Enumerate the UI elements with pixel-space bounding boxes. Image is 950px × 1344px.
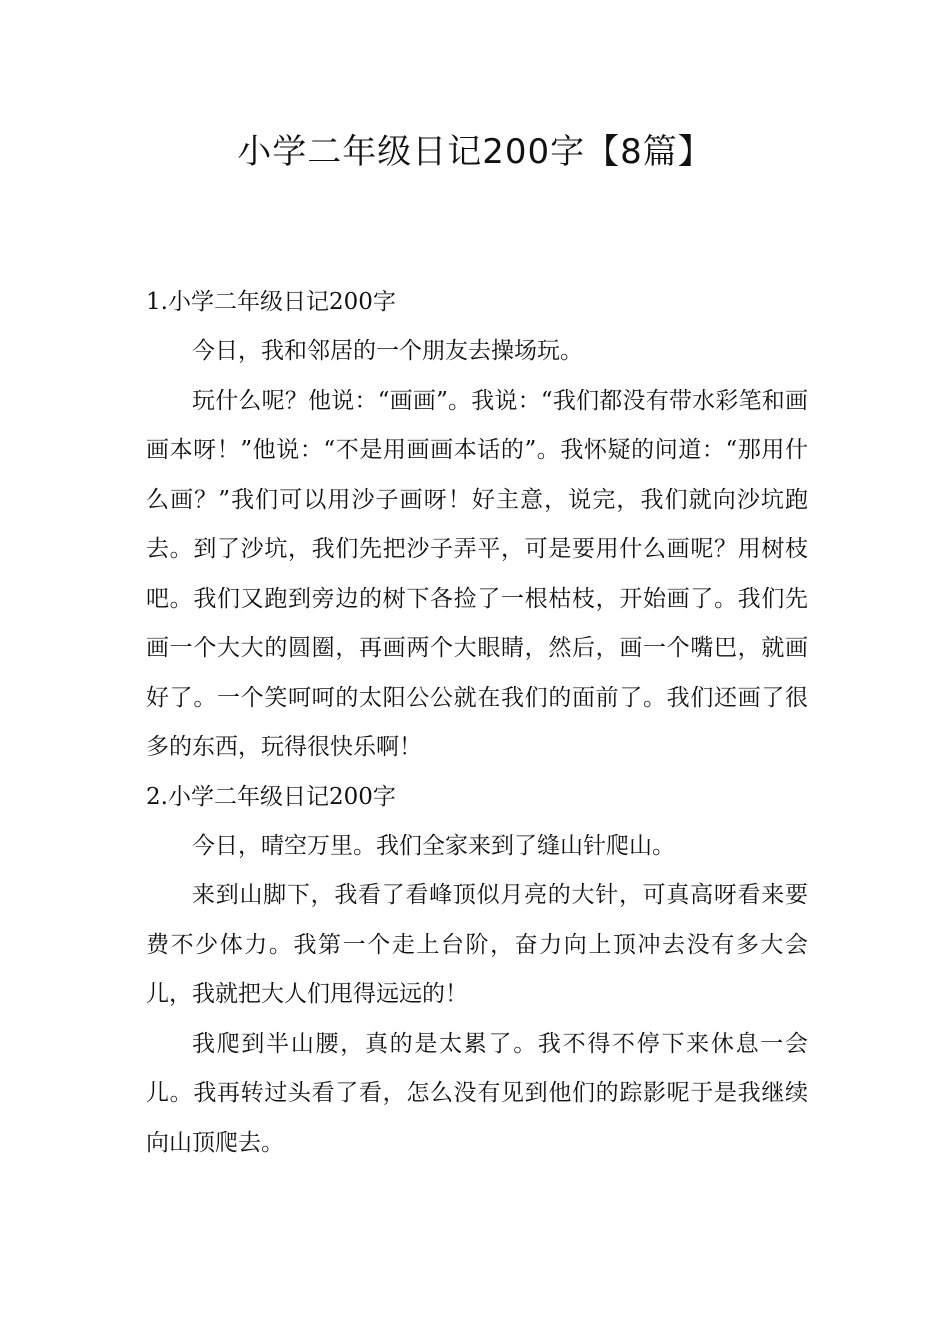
paragraph: 今日，我和邻居的一个朋友去操场玩。 — [192, 338, 583, 364]
document-title: 小学二年级日记200字【8篇】 — [237, 132, 713, 172]
paragraph: 来到山脚下，我看了看峰顶似月亮的大针，可真高呀看来要费不少体力。我第一个走上台阶，奋力向上顶冲去没有多大会儿，我就把大人们甩得远远的！ — [146, 882, 808, 1007]
paragraph: 我爬到半山腰，真的是太累了。我不得不停下来休息一会儿。我再转过头看了看，怎么没有见到他们的踪影呢于是我继续向山顶爬去。 — [146, 1030, 808, 1156]
document-body — [146, 278, 808, 1168]
section-heading: 1.小学二年级日记200字 — [146, 289, 396, 315]
section-heading: 2.小学二年级日记200字 — [146, 783, 396, 810]
paragraph: 玩什么呢？他说：“画画”。我说：“我们都没有带水彩笔和画画本呀！”他说：“不是用画画本话的”。我怀疑的问道：“那用什么画？”我们可以用沙子画呀！好主意，说完，我们就向沙坑跑去。到了沙坑，我们先把沙子弄平，可是要用什么画呢？用树枝吧。我们又跑到旁边的树下各捡了一根枯枝，开始画了。我们先画一个大大的圆圈，再画两个大眼睛，然后，画一个嘴巴，就画好了。一个笑呵呵的太阳公公就在我们的面前了。我们还画了很多的东西，玩得很快乐啊！ — [146, 387, 808, 760]
paragraph: 今日，晴空万里。我们全家来到了缝山针爬山。 — [192, 832, 675, 859]
